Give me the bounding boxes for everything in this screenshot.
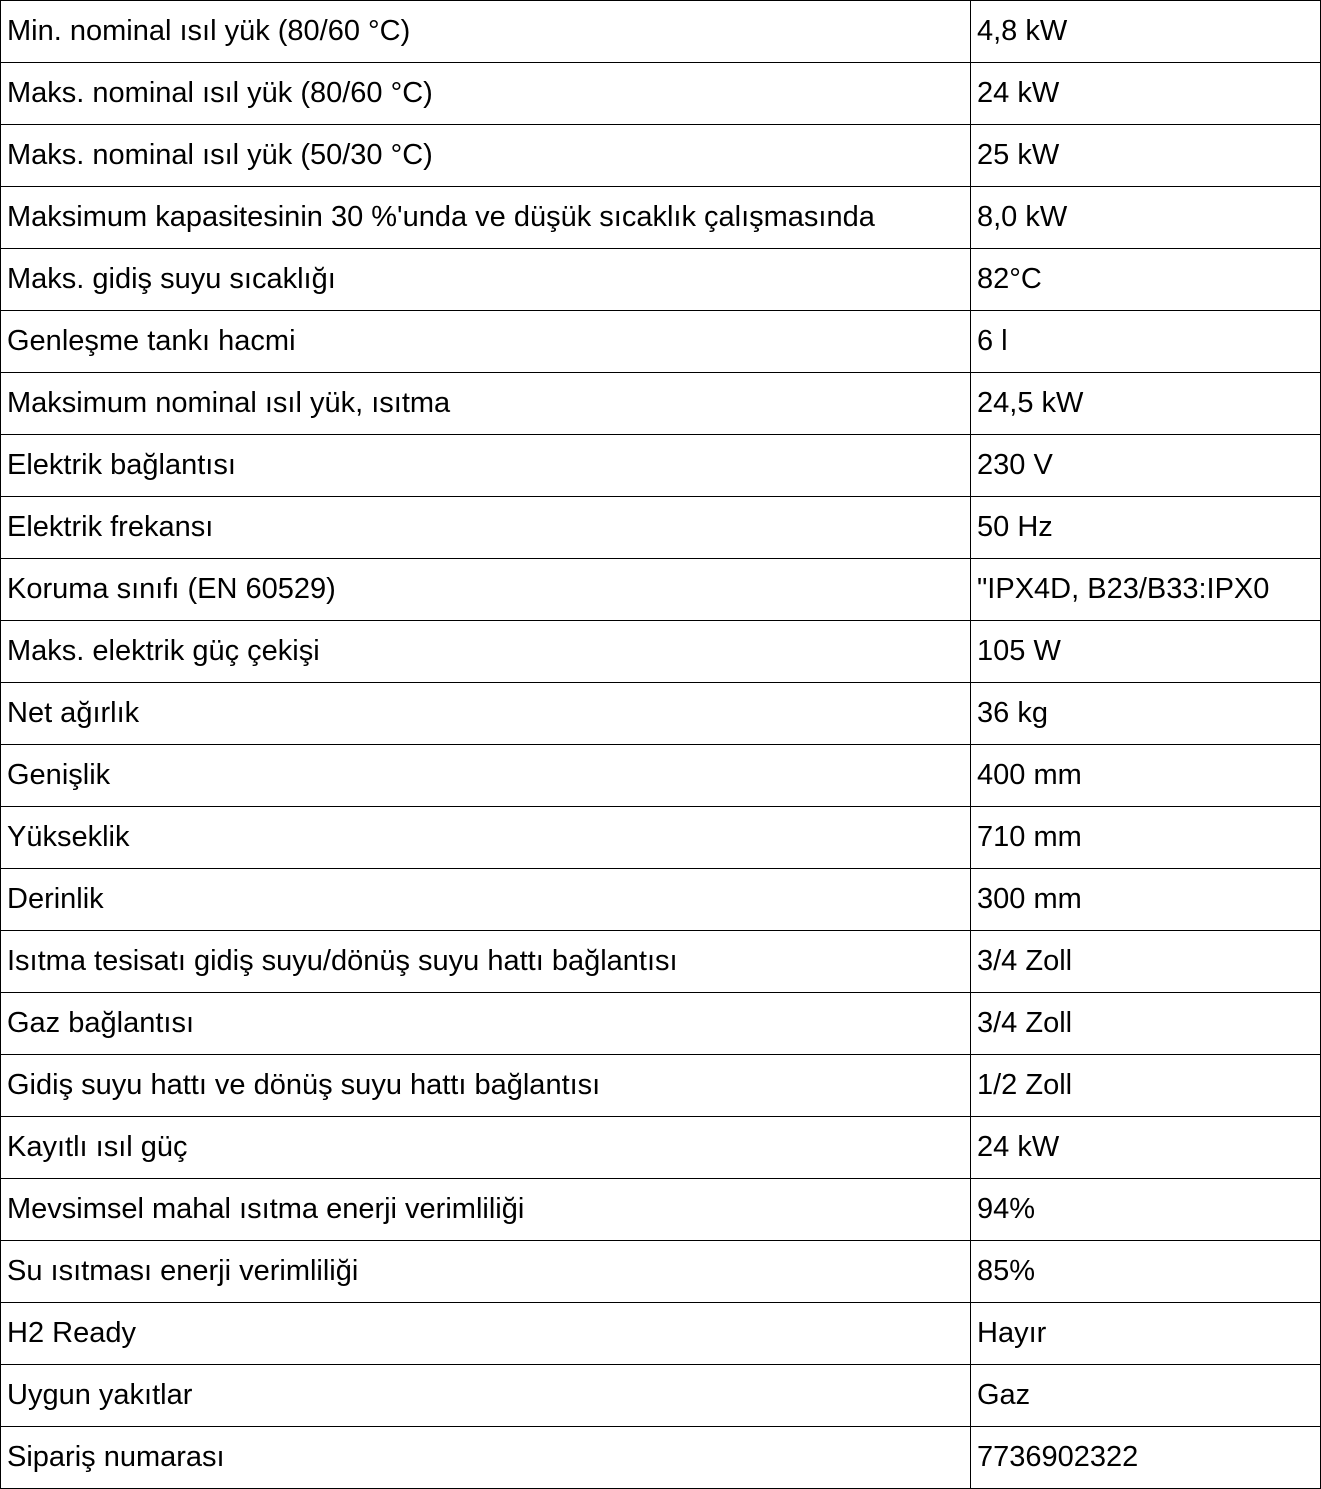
spec-value: 94%: [971, 1179, 1321, 1241]
table-row: [1, 311, 1321, 373]
table-row: [1, 869, 1321, 931]
spec-label: Gidiş suyu hattı ve dönüş suyu hattı bağlantısı: [1, 1055, 971, 1117]
spec-value: 7736902322: [971, 1427, 1321, 1489]
spec-label: Sipariş numarası: [1, 1427, 971, 1489]
spec-label: H2 Ready: [1, 1303, 971, 1365]
spec-label: Net ağırlık: [1, 683, 971, 745]
spec-label: Gaz bağlantısı: [1, 993, 971, 1055]
spec-label: Kayıtlı ısıl güç: [1, 1117, 971, 1179]
spec-value: 1/2 Zoll: [971, 1055, 1321, 1117]
spec-value: 6 l: [971, 311, 1321, 373]
spec-value: 82°C: [971, 249, 1321, 311]
table-row: [1, 993, 1321, 1055]
table-row: [1, 745, 1321, 807]
table-row: [1, 931, 1321, 993]
spec-value: 4,8 kW: [971, 1, 1321, 63]
spec-value: 24,5 kW: [971, 373, 1321, 435]
spec-label: Isıtma tesisatı gidiş suyu/dönüş suyu hattı bağlantısı: [1, 931, 971, 993]
table-row: [1, 187, 1321, 249]
spec-value: 3/4 Zoll: [971, 931, 1321, 993]
table-row: [1, 1427, 1321, 1489]
spec-label: Maks. nominal ısıl yük (80/60 °C): [1, 63, 971, 125]
table-row: [1, 621, 1321, 683]
spec-label: Elektrik frekansı: [1, 497, 971, 559]
spec-label: Yükseklik: [1, 807, 971, 869]
spec-value: 36 kg: [971, 683, 1321, 745]
spec-value: 230 V: [971, 435, 1321, 497]
spec-value: 400 mm: [971, 745, 1321, 807]
spec-value: 25 kW: [971, 125, 1321, 187]
spec-value: 3/4 Zoll: [971, 993, 1321, 1055]
spec-value: 710 mm: [971, 807, 1321, 869]
table-row: [1, 1117, 1321, 1179]
spec-table-body: [1, 1, 1321, 1489]
spec-value: 300 mm: [971, 869, 1321, 931]
table-row: [1, 1365, 1321, 1427]
table-row: [1, 683, 1321, 745]
spec-label: Su ısıtması enerji verimliliği: [1, 1241, 971, 1303]
table-row: [1, 1241, 1321, 1303]
spec-value: Hayır: [971, 1303, 1321, 1365]
spec-label: Min. nominal ısıl yük (80/60 °C): [1, 1, 971, 63]
spec-value: 8,0 kW: [971, 187, 1321, 249]
table-row: [1, 1055, 1321, 1117]
spec-label: Derinlik: [1, 869, 971, 931]
table-row: [1, 1303, 1321, 1365]
spec-label: Maks. nominal ısıl yük (50/30 °C): [1, 125, 971, 187]
spec-value: 50 Hz: [971, 497, 1321, 559]
spec-value: 105 W: [971, 621, 1321, 683]
table-row: [1, 63, 1321, 125]
spec-value: 24 kW: [971, 63, 1321, 125]
table-row: [1, 1179, 1321, 1241]
table-row: [1, 559, 1321, 621]
spec-value: 85%: [971, 1241, 1321, 1303]
spec-label: Genleşme tankı hacmi: [1, 311, 971, 373]
table-row: [1, 249, 1321, 311]
spec-label: Elektrik bağlantısı: [1, 435, 971, 497]
table-row: [1, 807, 1321, 869]
spec-label: Koruma sınıfı (EN 60529): [1, 559, 971, 621]
table-row: [1, 373, 1321, 435]
spec-label: Maksimum kapasitesinin 30 %'unda ve düşük sıcaklık çalışmasında: [1, 187, 971, 249]
table-row: [1, 1, 1321, 63]
spec-label: Genişlik: [1, 745, 971, 807]
table-row: [1, 125, 1321, 187]
spec-label: Uygun yakıtlar: [1, 1365, 971, 1427]
table-row: [1, 435, 1321, 497]
spec-value: Gaz: [971, 1365, 1321, 1427]
spec-value: 24 kW: [971, 1117, 1321, 1179]
spec-label: Mevsimsel mahal ısıtma enerji verimliliği: [1, 1179, 971, 1241]
spec-label: Maksimum nominal ısıl yük, ısıtma: [1, 373, 971, 435]
spec-label: Maks. elektrik güç çekişi: [1, 621, 971, 683]
table-row: [1, 497, 1321, 559]
spec-value: "IPX4D, B23/B33:IPX0: [971, 559, 1321, 621]
spec-label: Maks. gidiş suyu sıcaklığı: [1, 249, 971, 311]
